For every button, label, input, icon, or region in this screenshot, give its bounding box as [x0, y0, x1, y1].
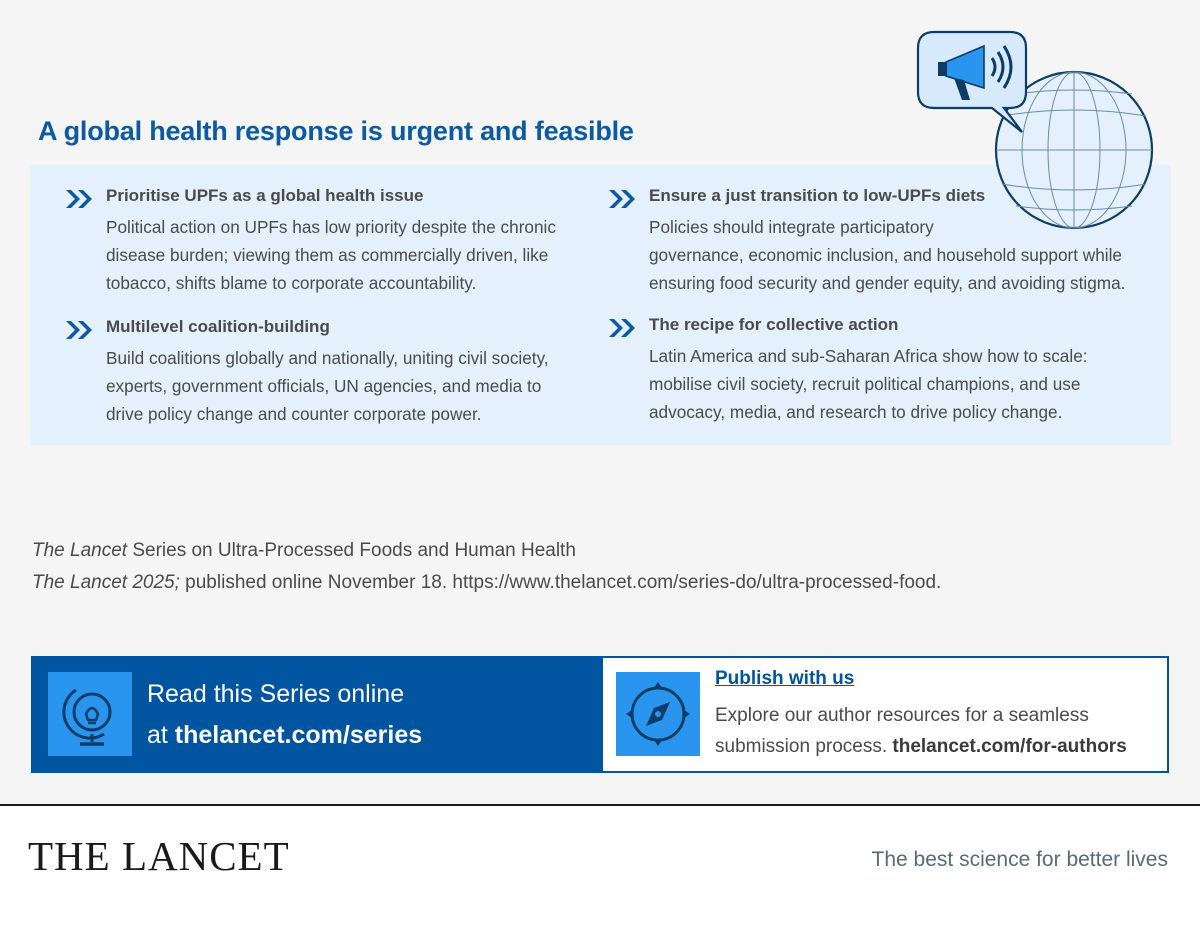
body-line: disease burden; viewing them as commercially driven, like — [106, 245, 549, 265]
megaphone-icon — [918, 32, 1026, 132]
series-name: Series on Ultra-Processed Foods and Human Health — [127, 540, 576, 561]
key-point-title: Prioritise UPFs as a global health issue — [106, 186, 424, 205]
citation-line-2[interactable] — [32, 567, 941, 599]
body-line: mobilise civil society, recruit political champions, and use — [649, 374, 1081, 394]
key-point-body — [106, 213, 606, 297]
key-point-title: Multilevel coalition-building — [106, 317, 330, 336]
double-chevron-icon — [64, 319, 94, 341]
citation-url[interactable]: published online November 18. https://www.thelancet.com/series-do/ultra-processed-food. — [179, 572, 942, 593]
body-line: Build coalitions globally and nationally, uniting civil society, — [106, 348, 549, 368]
double-chevron-icon — [607, 188, 637, 210]
lightbulb-globe-icon — [48, 672, 132, 756]
body-line: experts, government officials, UN agencies, and media to — [106, 376, 542, 396]
compass-icon — [616, 672, 700, 756]
key-point-body — [649, 213, 1149, 297]
link-prefix: submission process. — [715, 736, 893, 757]
compass-icon-box — [616, 672, 700, 756]
key-point-body — [106, 344, 606, 428]
read-series-banner[interactable] — [31, 656, 601, 773]
body-line: tobacco, shifts blame to corporate accountability. — [106, 273, 477, 293]
headline: A global health response is urgent and feasible — [38, 116, 634, 146]
citation-line-1 — [32, 535, 941, 567]
read-series-text — [147, 674, 422, 756]
key-point-title: Ensure a just transition to low-UPFs diets — [649, 186, 986, 205]
read-series-label: Read this Series online — [147, 680, 405, 708]
publish-link-line[interactable] — [715, 731, 1127, 762]
read-series-link-line[interactable] — [147, 715, 422, 756]
publish-with-us-link[interactable]: Publish with us — [715, 668, 855, 689]
body-line: ensuring food security and gender equity, and avoiding stigma. — [649, 273, 1126, 293]
key-point-title: The recipe for collective action — [649, 315, 899, 334]
tagline: The best science for better lives — [871, 848, 1168, 871]
body-line: advocacy, media, and research to drive policy change. — [649, 402, 1063, 422]
body-line: drive policy change and counter corporate power. — [106, 404, 482, 424]
authors-link[interactable]: thelancet.com/for-authors — [892, 736, 1127, 757]
body-line: Latin America and sub-Saharan Africa show how to scale: — [649, 346, 1088, 366]
journal-year: The Lancet 2025; — [32, 572, 180, 593]
citation — [32, 535, 941, 599]
lightbulb-globe-icon-box — [48, 672, 132, 756]
key-point-body — [649, 342, 1149, 426]
footer — [0, 806, 1200, 943]
journal-name: The Lancet — [32, 540, 128, 561]
link-prefix: at — [147, 721, 175, 749]
body-line: Political action on UPFs has low priority despite the chronic — [106, 217, 556, 237]
double-chevron-icon — [64, 188, 94, 210]
body-line: governance, economic inclusion, and household support while — [649, 245, 1122, 265]
publish-body — [715, 700, 1127, 762]
publish-banner[interactable] — [601, 656, 1169, 773]
series-link[interactable]: thelancet.com/series — [174, 721, 423, 749]
double-chevron-icon — [607, 317, 637, 339]
lancet-logo: THE LANCET — [28, 833, 290, 879]
body-line: Policies should integrate participatory — [649, 217, 934, 237]
publish-line: Explore our author resources for a seamless — [715, 705, 1089, 726]
